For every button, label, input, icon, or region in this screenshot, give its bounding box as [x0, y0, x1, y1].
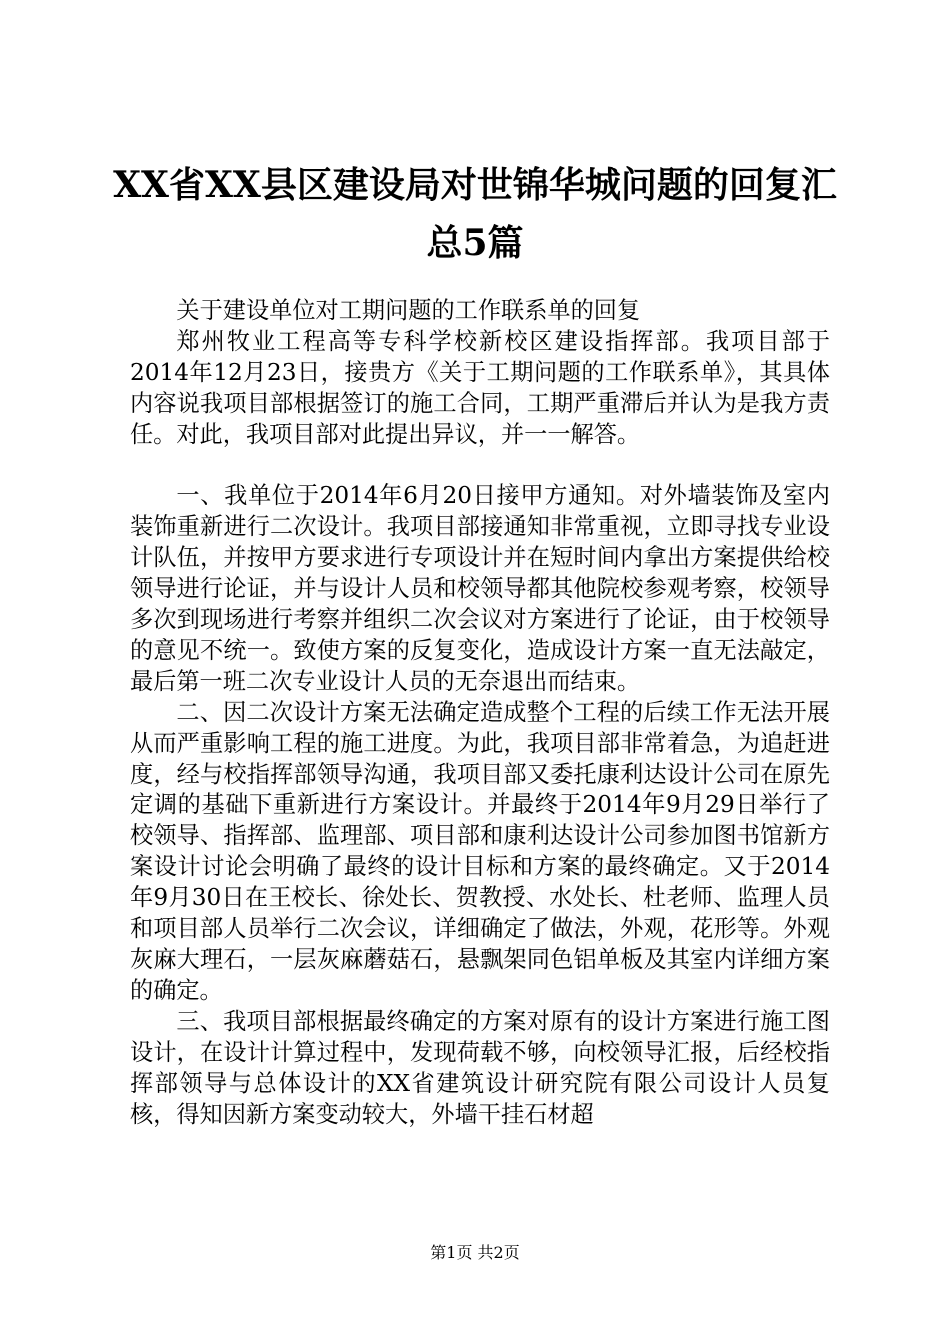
paragraph-point-2: 二、因二次设计方案无法确定造成整个工程的后续工作无法开展从而严重影响工程的施工进度。为此，我项目部非常着急，为追赶进度，经与校指挥部领导沟通，我项目部又委托康利达设计公司在原先定调的基础下重新进行方案设计。并最终于2014年9月29日举行了校领导、指挥部、监理部、项目部和康利达设计公司参加图书馆新方案设计讨论会明确了最终的设计目标和方案的最终确定。又于2014年9月30日在王校长、徐处长、贺教授、水处长、杜老师、监理人员和项目部人员举行二次会议，详细确定了做法，外观，花形等。外观灰麻大理石，一层灰麻蘑菇石，悬飘架同色铝单板及其室内详细方案的确定。	[130, 698, 830, 1004]
paragraph-spacer	[130, 451, 830, 482]
paragraph-intro: 郑州牧业工程高等专科学校新校区建设指挥部。我项目部于2014年12月23日，接贵方《关于工期问题的工作联系单》，其具体内容说我项目部根据签订的施工合同，工期严重滞后并认为是我方责任。对此，我项目部对此提出异议，并一一解答。	[130, 327, 830, 448]
paragraph-point-1: 一、我单位于2014年6月20日接甲方通知。对外墙装饰及室内装饰重新进行二次设计。我项目部接通知非常重视，立即寻找专业设计队伍，并按甲方要求进行专项设计并在短时间内拿出方案提供给校领导进行论证，并与设计人员和校领导都其他院校参观考察，校领导多次到现场进行考察并组织二次会议对方案进行了论证，由于校领导的意见不统一。致使方案的反复变化，造成设计方案一直无法敲定，最后第一班二次专业设计人员的无奈退出而结束。	[130, 482, 830, 695]
document-body	[130, 296, 830, 1130]
page-total: 共2页	[477, 1243, 520, 1262]
paragraph-point-3: 三、我项目部根据最终确定的方案对原有的设计方案进行施工图设计，在设计计算过程中，发现荷载不够，向校领导汇报，后经校指挥部领导与总体设计的XX省建筑设计研究院有限公司设计人员复核，得知因新方案变动较大，外墙干挂石材超	[130, 1007, 830, 1128]
page-footer	[0, 1243, 950, 1263]
page-number: 第1页	[430, 1243, 473, 1262]
document-title-line-2: 总5篇	[426, 222, 524, 264]
paragraph-subject: 关于建设单位对工期问题的工作联系单的回复	[176, 297, 641, 324]
document-title-line-1: XX省XX县区建设局对世锦华城问题的回复汇	[113, 164, 837, 206]
